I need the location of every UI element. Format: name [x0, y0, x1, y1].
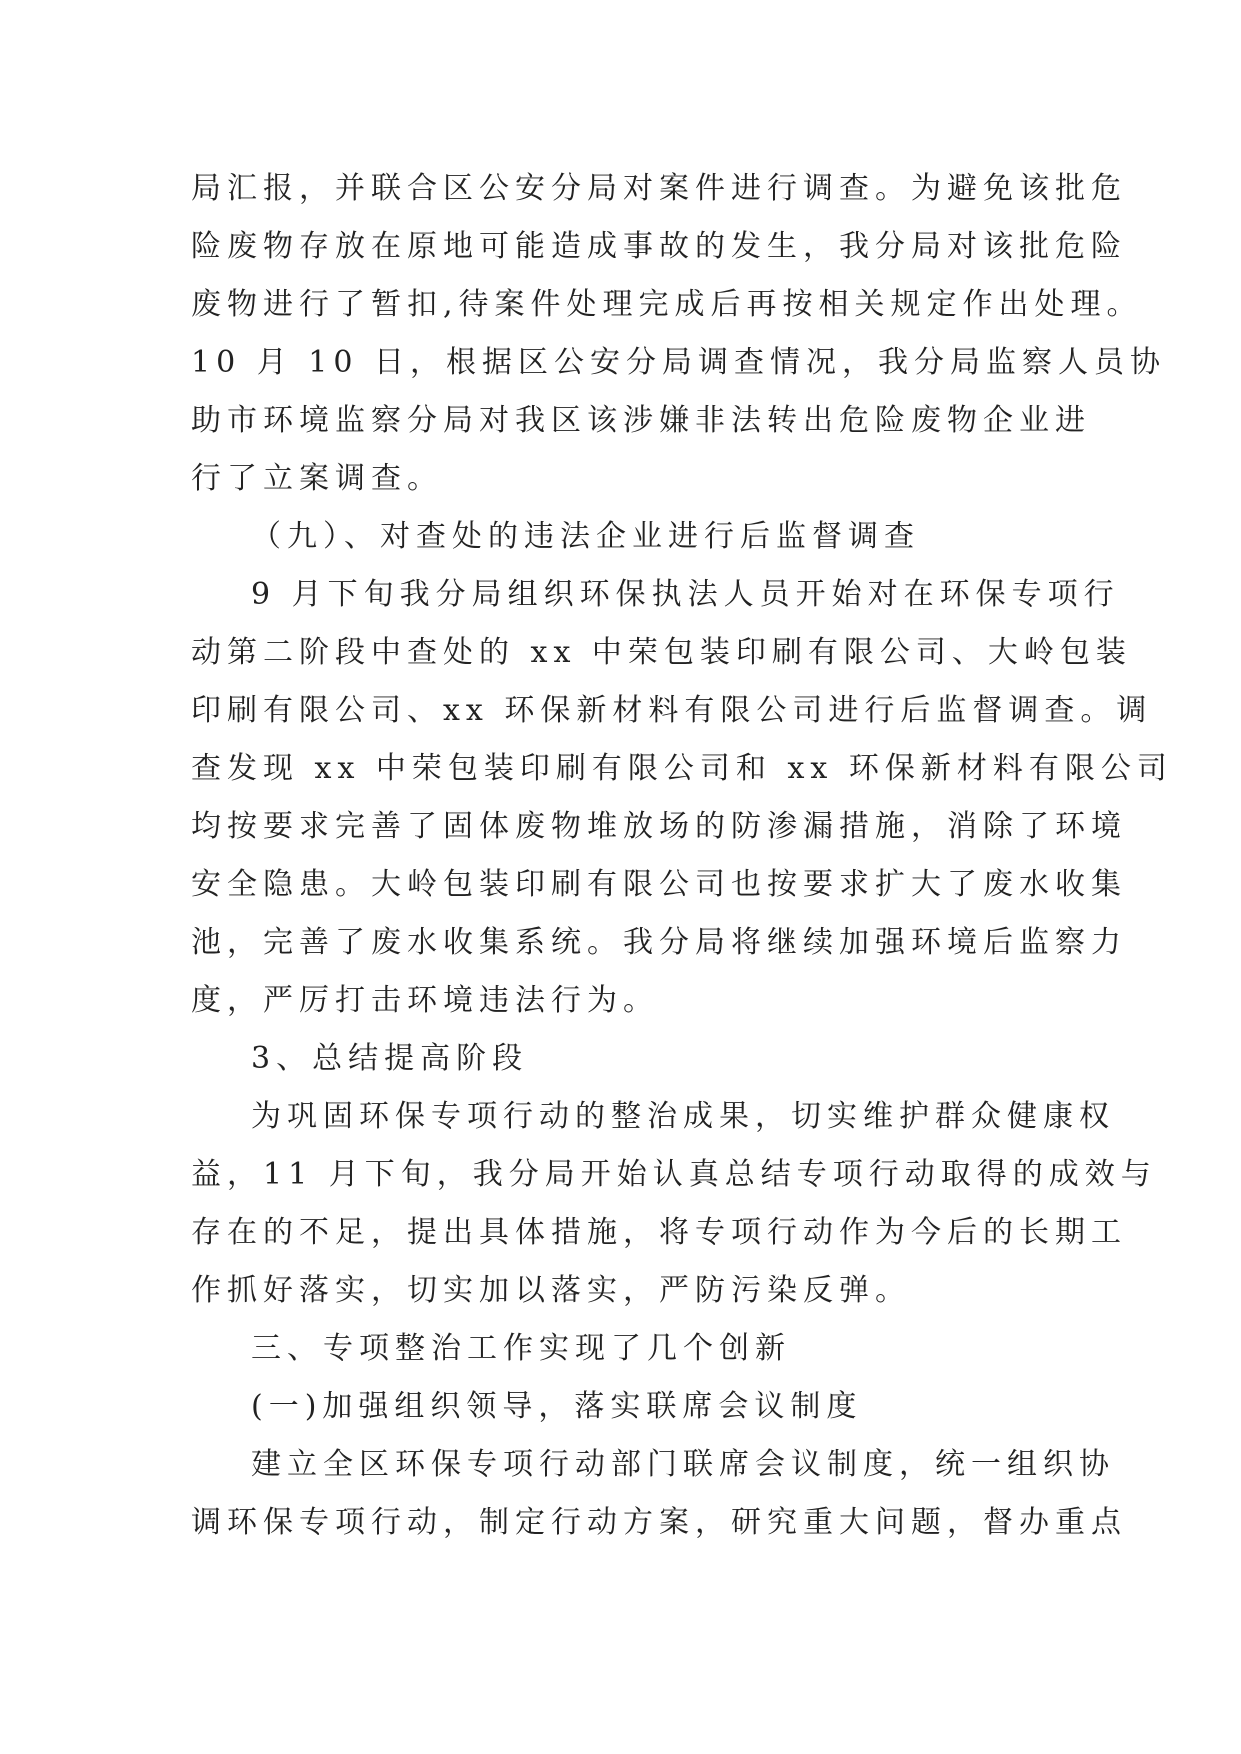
paragraph-first-line: 为巩固环保专项行动的整治成果，切实维护群众健康权	[251, 1099, 1115, 1134]
document-body	[191, 160, 1173, 1552]
section-heading: 三、专项整治工作实现了几个创新	[251, 1331, 791, 1366]
text-line: 作抓好落实，切实加以落实，严防污染反弹。	[191, 1273, 911, 1308]
section-heading: （九）、对查处的违法企业进行后监督调查	[251, 519, 920, 554]
text-line: 印刷有限公司、xx 环保新材料有限公司进行后监督调查。调	[191, 693, 1153, 728]
text-line: 安全隐患。大岭包装印刷有限公司也按要求扩大了废水收集	[191, 867, 1127, 902]
section-heading: 3、总结提高阶段	[251, 1041, 529, 1076]
text-line: 池，完善了废水收集系统。我分局将继续加强环境后监察力	[191, 925, 1127, 960]
text-line: 10 月 10 日，根据区公安分局调查情况，我分局监察人员协	[191, 345, 1166, 380]
text-line: 益，11 月下旬，我分局开始认真总结专项行动取得的成效与	[191, 1157, 1157, 1192]
text-line: 局汇报，并联合区公安分局对案件进行调查。为避免该批危	[191, 171, 1127, 206]
paragraph-first-line: 9 月下旬我分局组织环保执法人员开始对在环保专项行	[251, 577, 1120, 612]
text-line: 动第二阶段中查处的 xx 中荣包装印刷有限公司、大岭包装	[191, 635, 1132, 670]
text-line: 行了立案调查。	[191, 461, 443, 496]
paragraph-first-line: 建立全区环保专项行动部门联席会议制度，统一组织协	[251, 1447, 1115, 1482]
text-line: 助市环境监察分局对我区该涉嫌非法转出危险废物企业进	[191, 403, 1091, 438]
subsection-heading: (一)加强组织领导，落实联席会议制度	[251, 1389, 863, 1424]
text-line: 调环保专项行动，制定行动方案，研究重大问题，督办重点	[191, 1505, 1127, 1540]
text-line: 存在的不足，提出具体措施，将专项行动作为今后的长期工	[191, 1215, 1127, 1250]
text-line: 均按要求完善了固体废物堆放场的防渗漏措施，消除了环境	[191, 809, 1127, 844]
text-line: 废物进行了暂扣,待案件处理完成后再按相关规定作出处理。	[191, 287, 1143, 322]
text-line: 度，严厉打击环境违法行为。	[191, 983, 659, 1018]
text-line: 险废物存放在原地可能造成事故的发生，我分局对该批危险	[191, 229, 1127, 264]
text-line: 查发现 xx 中荣包装印刷有限公司和 xx 环保新材料有限公司	[191, 751, 1173, 786]
